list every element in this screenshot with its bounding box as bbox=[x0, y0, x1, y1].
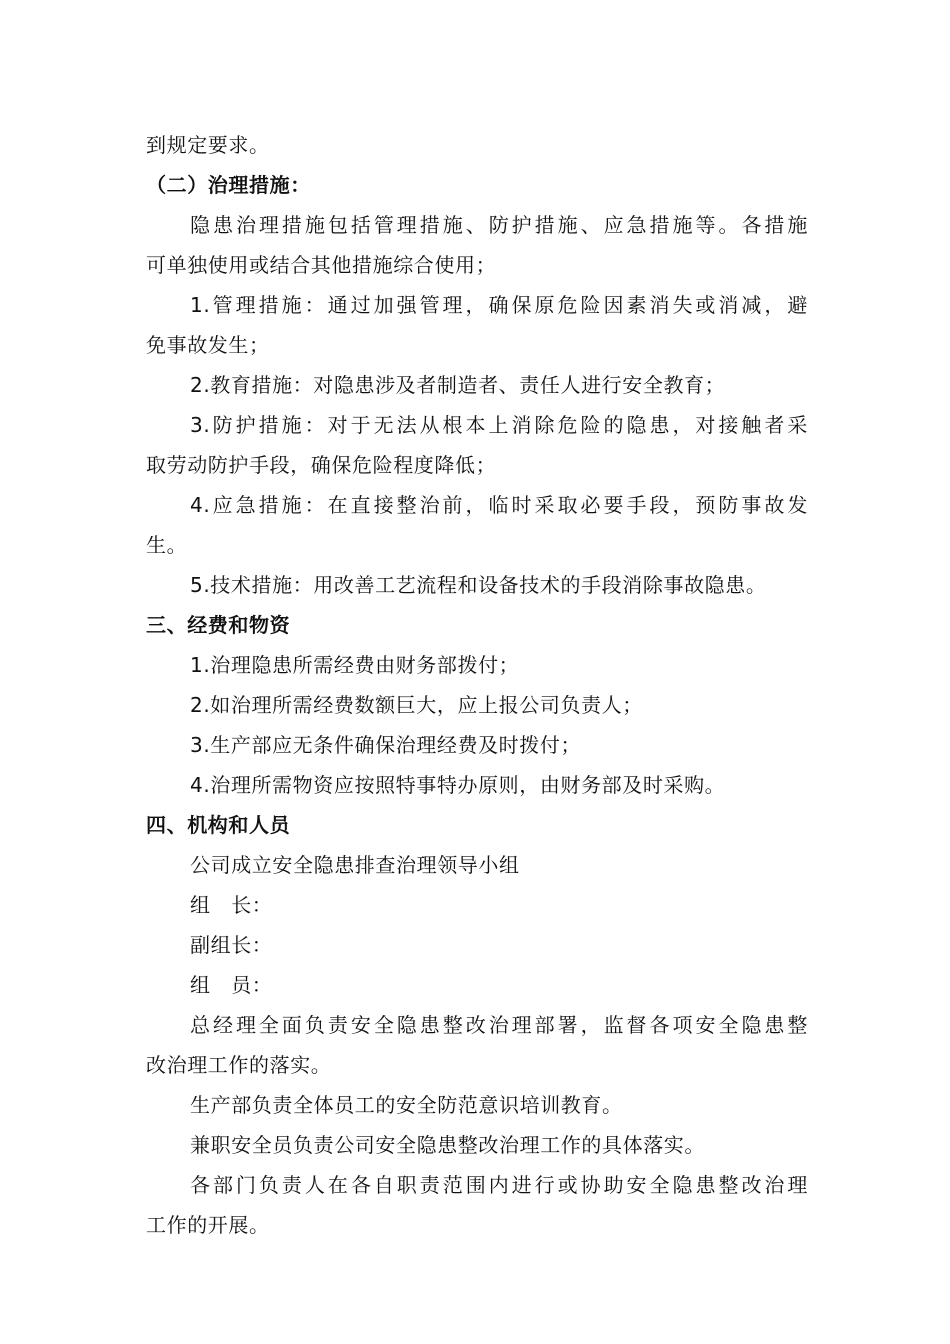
text-line: 5.技术措施：用改善工艺流程和设备技术的手段消除事故隐患。 bbox=[190, 573, 767, 597]
text-line: 1.治理隐患所需经费由财务部拨付； bbox=[190, 653, 520, 677]
text-line: 隐患治理措施包括管理措施、防护措施、应急措施等。各措施 bbox=[190, 213, 808, 237]
text-line: 取劳动防护手段，确保危险程度降低； bbox=[146, 453, 497, 477]
text-line: 兼职安全员负责公司安全隐患整改治理工作的具体落实。 bbox=[190, 1133, 705, 1157]
document-page bbox=[146, 125, 808, 1245]
text-line: 4.应急措施：在直接整治前，临时采取必要手段，预防事故发 bbox=[190, 493, 808, 517]
text-line: 2.教育措施：对隐患涉及者制造者、责任人进行安全教育； bbox=[190, 373, 726, 397]
text-line: 各部门负责人在各自职责范围内进行或协助安全隐患整改治理 bbox=[190, 1173, 808, 1197]
text-line: 总经理全面负责安全隐患整改治理部署，监督各项安全隐患整 bbox=[190, 1013, 808, 1037]
team-leader-label: 组 长： bbox=[190, 893, 273, 917]
section-heading-organization: 四、机构和人员 bbox=[146, 813, 291, 837]
text-line: 到规定要求。 bbox=[146, 133, 270, 157]
text-line: 4.治理所需物资应按照特事特办原则，由财务部及时采购。 bbox=[190, 773, 726, 797]
text-line: 免事故发生； bbox=[146, 333, 270, 357]
deputy-leader-label: 副组长： bbox=[190, 933, 273, 957]
text-line: 可单独使用或结合其他措施综合使用； bbox=[146, 253, 497, 277]
text-line: 工作的开展。 bbox=[146, 1213, 270, 1237]
text-line: 改治理工作的落实。 bbox=[146, 1053, 332, 1077]
text-line: 生。 bbox=[146, 533, 188, 557]
text-line: 3.生产部应无条件确保治理经费及时拨付； bbox=[190, 733, 582, 757]
text-line: 公司成立安全隐患排查治理领导小组 bbox=[190, 853, 520, 877]
text-line: 2.如治理所需经费数额巨大，应上报公司负责人； bbox=[190, 693, 643, 717]
team-member-label: 组 员： bbox=[190, 973, 273, 997]
text-line: 生产部负责全体员工的安全防范意识培训教育。 bbox=[190, 1093, 623, 1117]
text-line: 3.防护措施：对于无法从根本上消除危险的隐患，对接触者采 bbox=[190, 413, 808, 437]
section-heading-measures: （二）治理措施： bbox=[146, 173, 311, 197]
section-heading-funds: 三、经费和物资 bbox=[146, 613, 291, 637]
text-line: 1.管理措施：通过加强管理，确保原危险因素消失或消减，避 bbox=[190, 293, 808, 317]
